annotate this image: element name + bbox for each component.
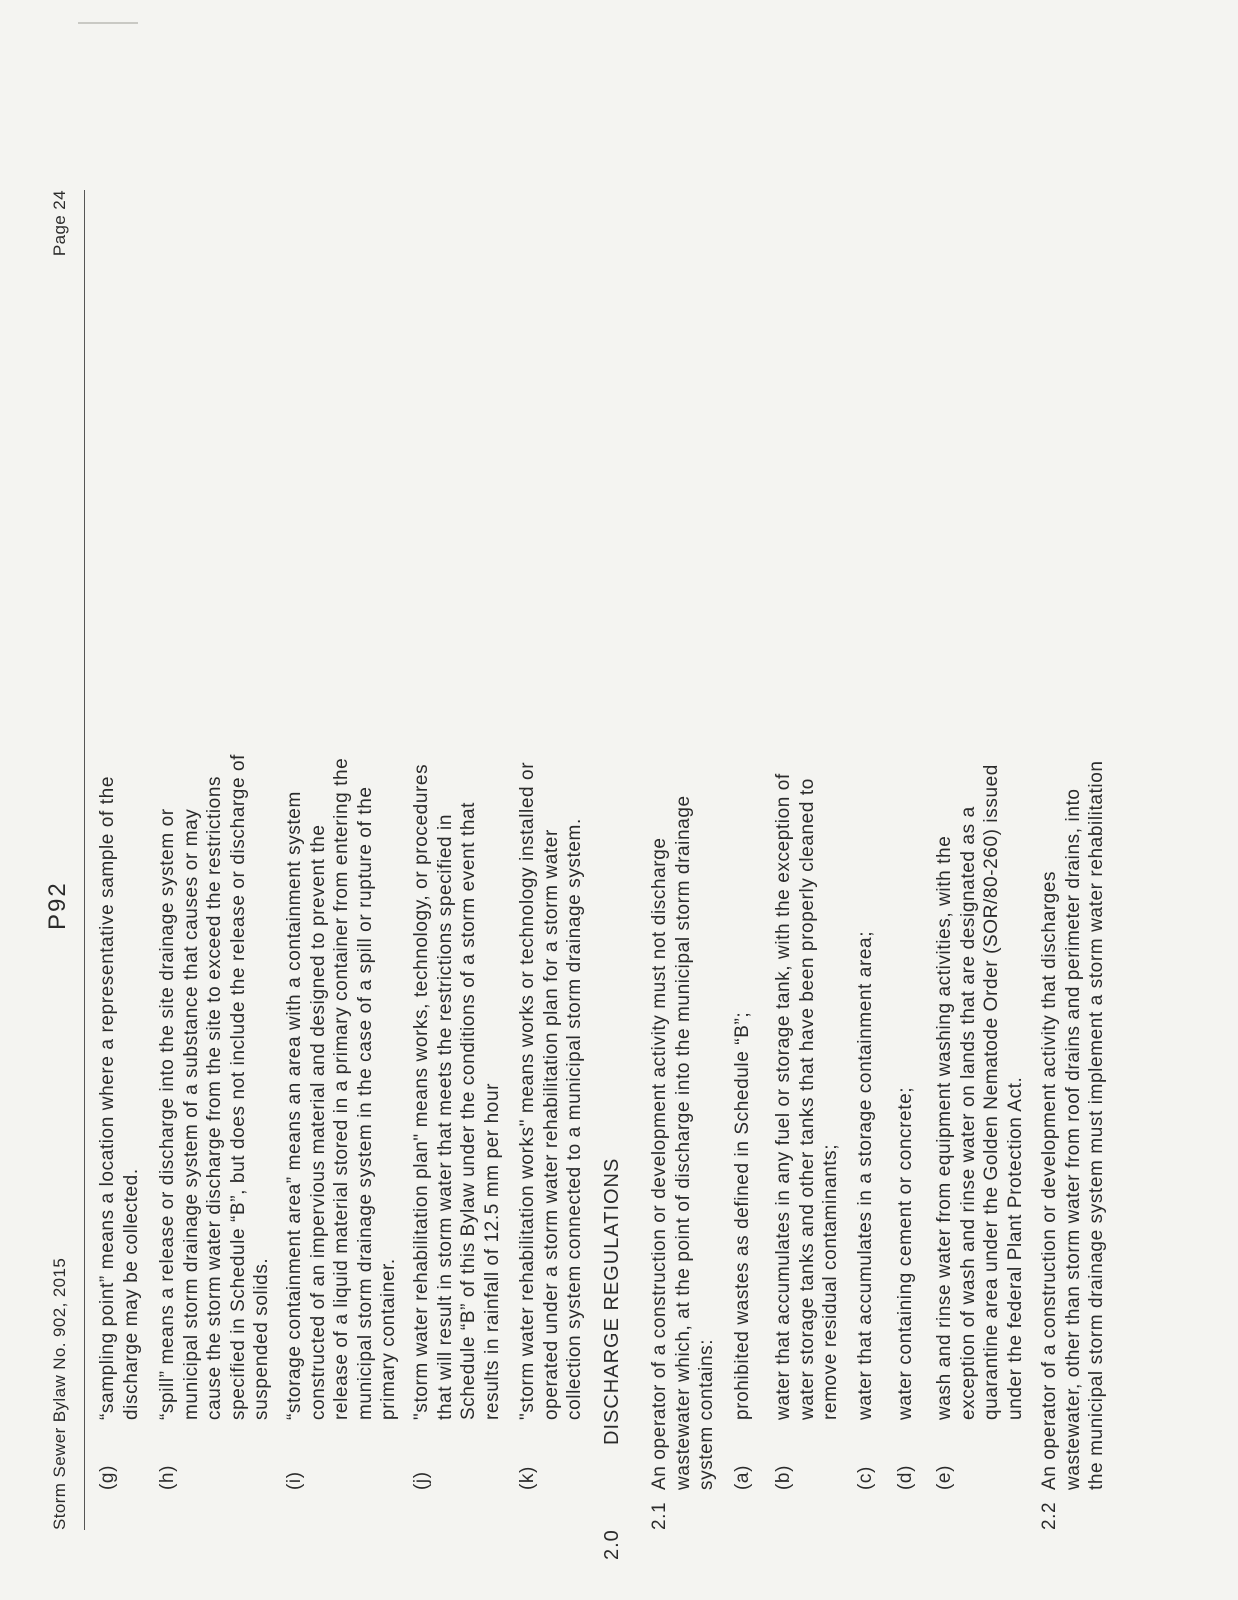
definition-text [283, 240, 401, 1420]
definition-text [96, 240, 143, 1420]
definition-label: (i) [284, 1471, 305, 1490]
document-code: P92 [44, 881, 71, 930]
item-text [933, 320, 1027, 1420]
text-line: water that accumulates in a storage containment area; [855, 930, 876, 1420]
text-line: wastewater, other than storm water from roof drains and perimeter drains, into [1062, 788, 1084, 1490]
text-line: primary container. [378, 1258, 399, 1420]
document-title: Storm Sewer Bylaw No. 902, 2015 [50, 1257, 69, 1530]
text-line: suspended solids. [251, 1257, 272, 1420]
text-line: cause the storm water discharge from the site to exceed the restrictions [204, 775, 225, 1420]
section-number: 2.0 [601, 1529, 623, 1560]
definition-label: (h) [157, 1464, 178, 1490]
text-line: water containing cement or concrete; [895, 1086, 916, 1420]
text-line: “sampling point” means a location where a representative sample of the [97, 776, 118, 1420]
text-line: municipal storm drainage system in the case of a spill or rupture of the [354, 786, 376, 1420]
text-line: Schedule “B” of this Bylaw under the conditions of a storm event that [458, 801, 479, 1420]
clause-text [1038, 390, 1109, 1490]
definition-text [156, 240, 274, 1420]
text-line: discharge may be collected. [120, 1168, 142, 1420]
definition-label: (j) [411, 1471, 432, 1490]
text-line: release of a liquid material stored in a primary container from entering the [331, 757, 352, 1420]
definition-label: (k) [517, 1466, 538, 1490]
text-line: An operator of a construction or development activity must not discharge [649, 837, 670, 1490]
definition-text [516, 240, 587, 1420]
text-line: that will result in storm water that meets the restrictions specified in [434, 813, 456, 1420]
text-line: quarantine area under the Golden Nematode Order (SOR/80-260) issued [981, 764, 1002, 1420]
item-label: (c) [855, 1466, 876, 1490]
item-text [894, 320, 918, 1420]
text-line: specified in Schedule “B”, but does not include the release or discharge of [227, 753, 249, 1420]
text-line: water storage tanks and other tanks that have been properly cleaned to [796, 778, 818, 1420]
text-line: the municipal storm drainage system must implement a storm water rehabilitation [1086, 760, 1107, 1490]
item-text [731, 320, 755, 1420]
text-line: "storm water rehabilitation plan" means works, technology, or procedures [411, 763, 432, 1420]
text-line: water that accumulates in any fuel or storage tank, with the exception of [773, 773, 794, 1420]
clause-number: 2.2 [1039, 1501, 1060, 1530]
page-number: Page 24 [50, 190, 69, 257]
item-text [772, 320, 843, 1420]
section-title: DISCHARGE REGULATIONS [601, 1157, 623, 1445]
text-line: constructed of an impervious material and designed to prevent the [307, 824, 329, 1420]
item-label: (b) [773, 1464, 794, 1490]
rotated-page [38, 10, 1118, 1560]
text-line: “spill” means a release or discharge into the site drainage system or [157, 808, 178, 1420]
text-line: An operator of a construction or development activity that discharges [1039, 870, 1060, 1490]
item-label: (d) [895, 1464, 916, 1490]
item-label: (a) [732, 1464, 753, 1490]
item-text [854, 320, 878, 1420]
text-line: remove residual contaminants; [820, 1143, 841, 1420]
text-line: results in rainfall of 12.5 mm per hour [481, 1082, 503, 1420]
text-line: under the federal Plant Protection Act. [1004, 1076, 1026, 1420]
text-line: “storage containment area” means an area with a containment system [284, 791, 305, 1420]
text-line: prohibited wastes as defined in Schedule “B”; [732, 1011, 753, 1420]
text-line: wash and rinse water from equipment washing activities, with the [934, 835, 955, 1420]
clause-number: 2.1 [649, 1501, 670, 1530]
text-line: operated under a storm water rehabilitation plan for a storm water [540, 829, 562, 1420]
text-line: system contains: [696, 1338, 717, 1490]
text-line: "storm water rehabilitation works" means works or technology installed or [517, 761, 538, 1420]
definition-label: (g) [97, 1464, 118, 1490]
item-label: (e) [934, 1464, 955, 1490]
text-line: wastewater which, at the point of discharge into the municipal storm drainage [672, 795, 694, 1490]
text-line: exception of wash and rinse water on lands that are designated as a [957, 806, 979, 1420]
text-line: municipal storm drainage system of a substance that causes or may [180, 808, 202, 1420]
clause-text [648, 390, 719, 1490]
text-line: collection system connected to a municipal storm drainage system. [564, 818, 585, 1420]
definition-text [410, 240, 504, 1420]
page-header [38, 190, 85, 1530]
